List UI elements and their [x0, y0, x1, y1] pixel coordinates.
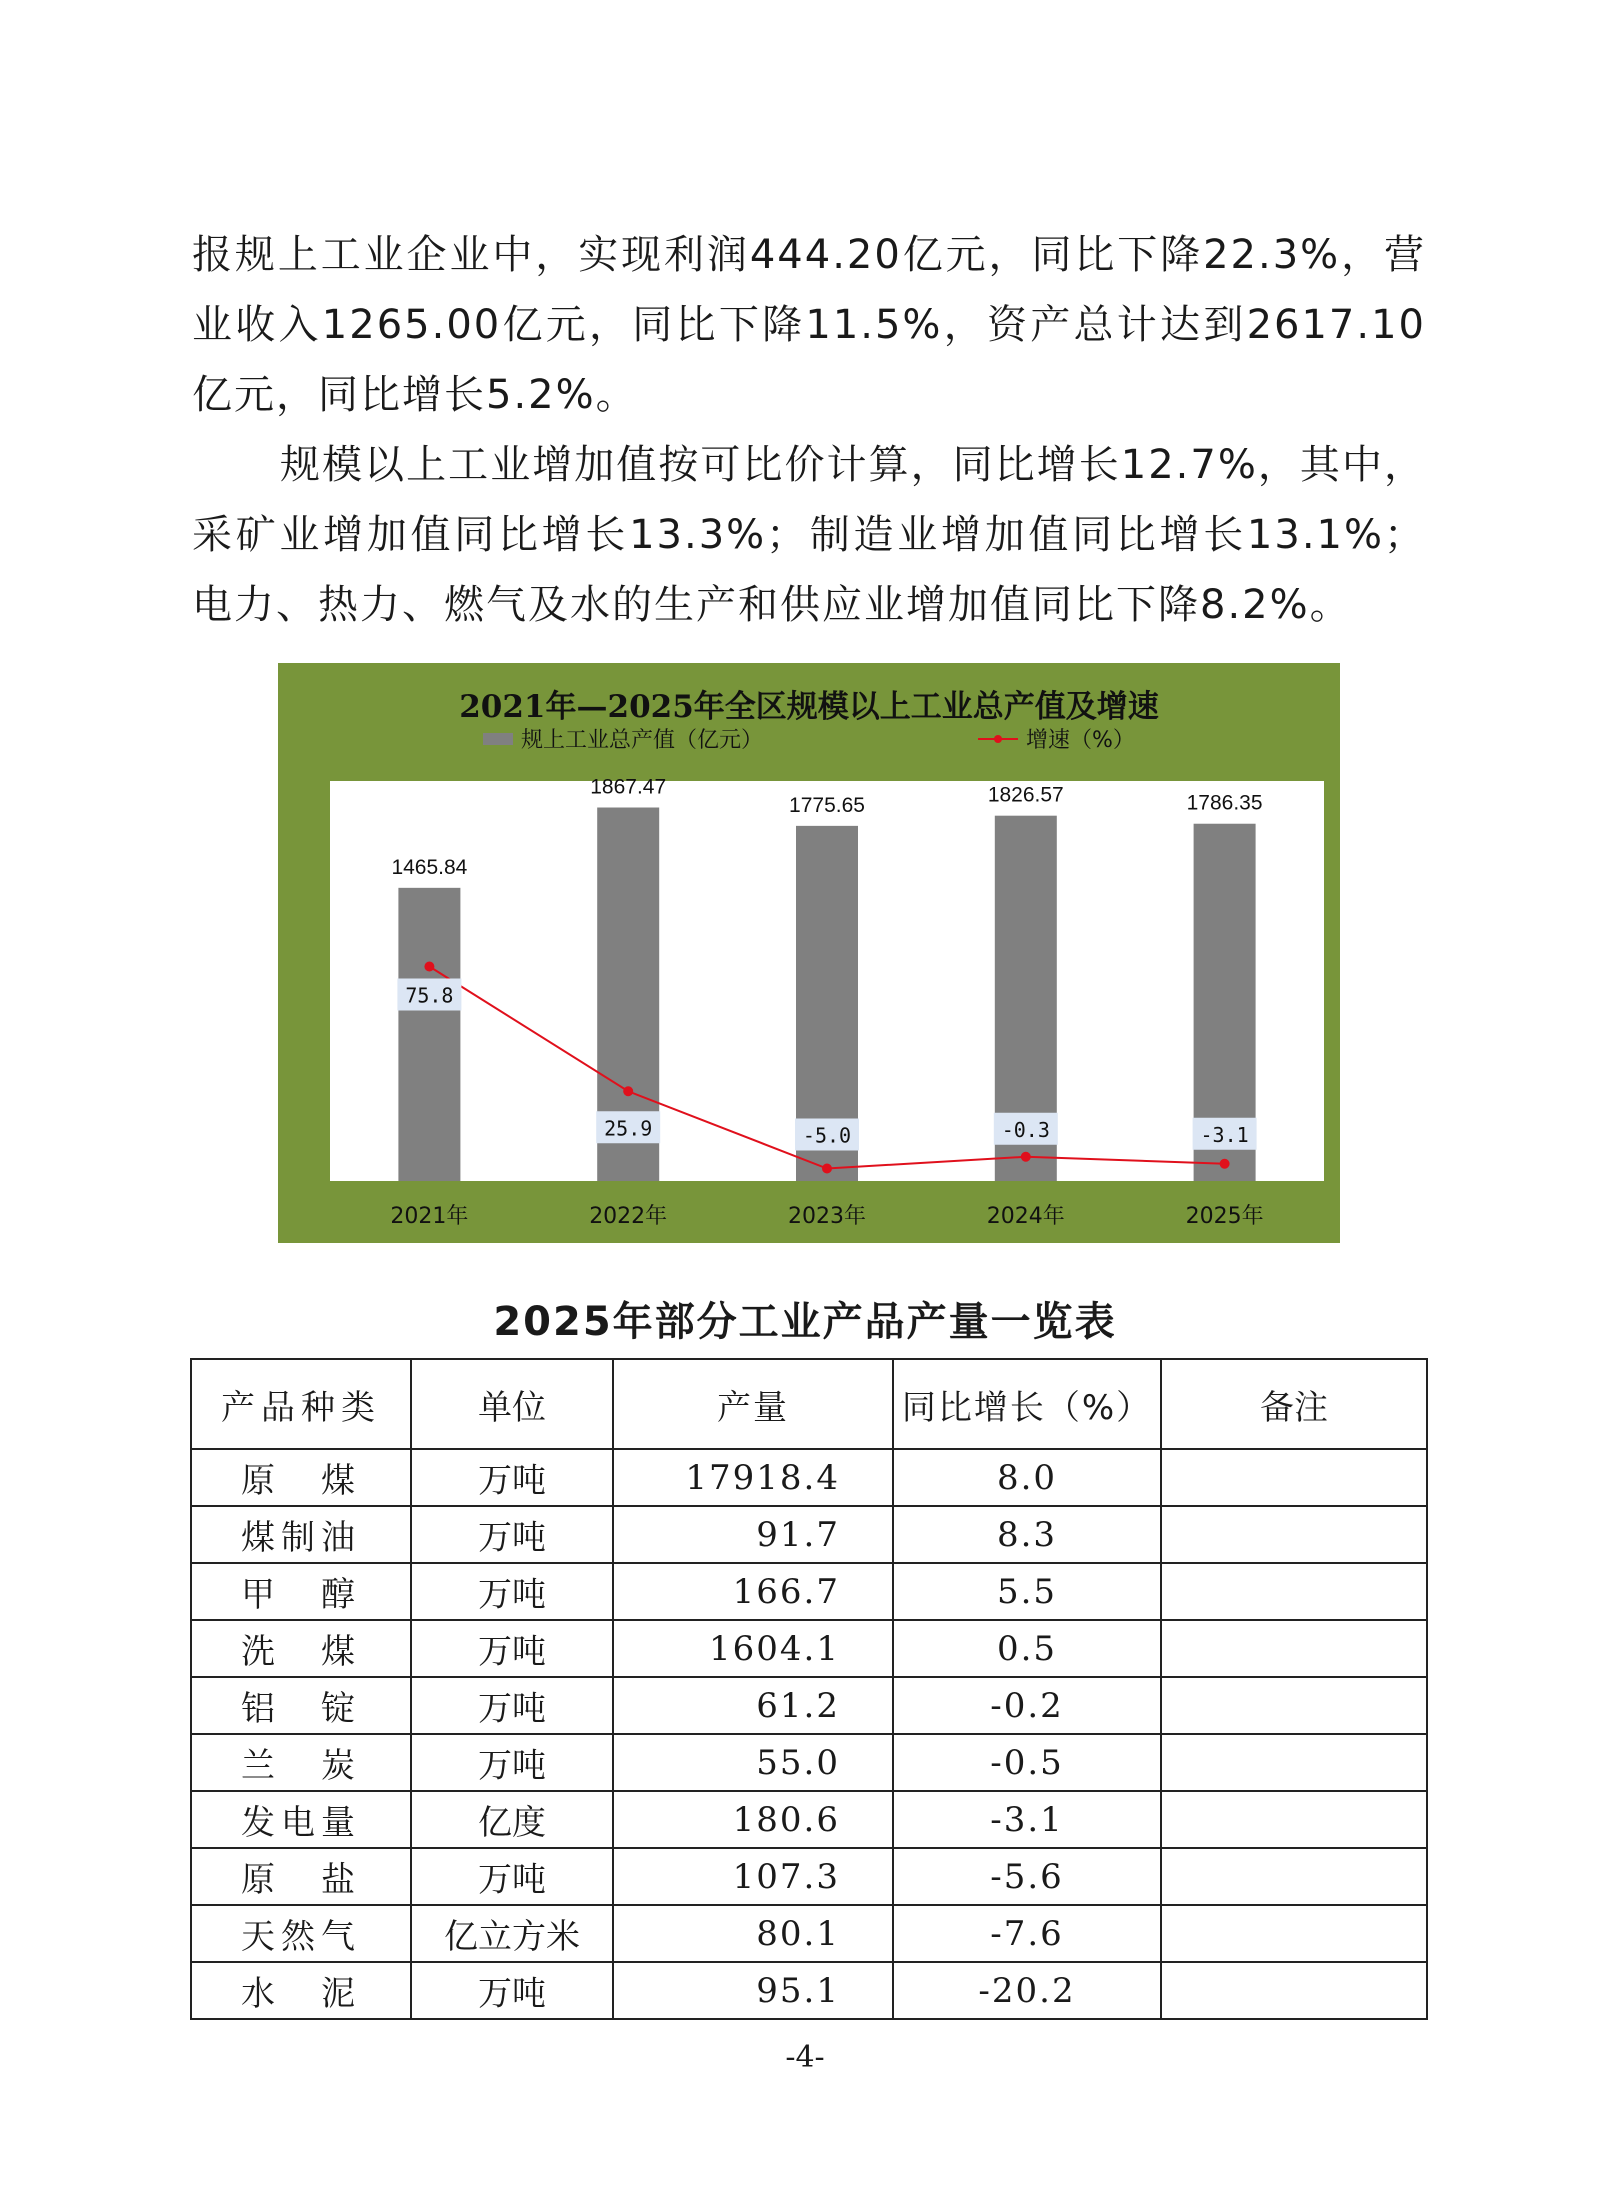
- cell-output: 91.7: [613, 1506, 893, 1563]
- table-row: [191, 1677, 1427, 1734]
- chart-plot: [278, 663, 1340, 1243]
- cell-output: 166.7: [613, 1563, 893, 1620]
- cell-growth: 8.3: [893, 1506, 1161, 1563]
- chart-title: 2021年—2025年全区规模以上工业总产值及增速: [459, 689, 1159, 725]
- cell-note: [1161, 1962, 1427, 2019]
- paragraph-value-added: 规模以上工业增加值按可比价计算，同比增长12.7%，其中，采矿业增加值同比增长13.3%；制造业增加值同比增长13.1%；电力、热力、燃气及水的生产和供应业增加值同比下降8.2%。: [192, 442, 1426, 628]
- cell-unit: 万吨: [411, 1563, 613, 1620]
- x-tick-label: 2023年: [788, 1204, 866, 1229]
- growth-point: [424, 962, 434, 972]
- x-tick-label: 2024年: [986, 1204, 1065, 1229]
- cell-product: 兰 炭: [191, 1734, 411, 1791]
- cell-note: [1161, 1791, 1427, 1848]
- cell-product: 发电量: [191, 1791, 411, 1848]
- cell-note: [1161, 1449, 1427, 1506]
- cell-note: [1161, 1734, 1427, 1791]
- growth-value-label: 25.9: [604, 1116, 653, 1141]
- header-output: 产量: [613, 1359, 893, 1449]
- cell-output: 80.1: [613, 1905, 893, 1962]
- cell-unit: 亿度: [411, 1791, 613, 1848]
- cell-unit: 万吨: [411, 1848, 613, 1905]
- products-table: [190, 1358, 1428, 2020]
- cell-product: 铝 锭: [191, 1677, 411, 1734]
- cell-output: 61.2: [613, 1677, 893, 1734]
- bar-value-label: 1867.47: [590, 775, 667, 799]
- cell-unit: 万吨: [411, 1962, 613, 2019]
- cell-product: 天然气: [191, 1905, 411, 1962]
- cell-unit: 万吨: [411, 1677, 613, 1734]
- growth-point: [1021, 1152, 1031, 1162]
- cell-growth: -3.1: [893, 1791, 1161, 1848]
- cell-note: [1161, 1506, 1427, 1563]
- bar: [398, 888, 460, 1181]
- cell-output: 17918.4: [613, 1449, 893, 1506]
- bar-value-label: 1786.35: [1186, 791, 1263, 815]
- cell-growth: -5.6: [893, 1848, 1161, 1905]
- cell-unit: 万吨: [411, 1506, 613, 1563]
- cell-product: 甲 醇: [191, 1563, 411, 1620]
- bar-value-label: 1465.84: [391, 855, 468, 879]
- growth-value-label: -0.3: [1001, 1117, 1050, 1142]
- x-tick-label: 2021年: [390, 1204, 469, 1229]
- table-title: 2025年部分工业产品产量一览表: [493, 1299, 1117, 1345]
- cell-note: [1161, 1905, 1427, 1962]
- cell-growth: -20.2: [893, 1962, 1161, 2019]
- growth-point: [822, 1164, 832, 1174]
- cell-output: 180.6: [613, 1791, 893, 1848]
- cell-growth: -0.5: [893, 1734, 1161, 1791]
- chart-container: [278, 663, 1340, 1243]
- header-unit: 单位: [411, 1359, 613, 1449]
- header-product: 产品种类: [191, 1359, 411, 1449]
- cell-unit: 万吨: [411, 1620, 613, 1677]
- header-notes: 备注: [1161, 1359, 1427, 1449]
- growth-value-label: -5.0: [802, 1123, 852, 1148]
- growth-point: [623, 1086, 633, 1096]
- legend-label-growth: 增速（%）: [1026, 728, 1135, 753]
- table-row: [191, 1962, 1427, 2019]
- growth-value-label: 75.8: [405, 983, 454, 1008]
- cell-output: 1604.1: [613, 1620, 893, 1677]
- paragraph-profits: 报规上工业企业中，实现利润444.20亿元，同比下降22.3%，营业收入1265.00亿元，同比下降11.5%，资产总计达到2617.10亿元，同比增长5.2%。: [192, 232, 1426, 418]
- cell-product: 水 泥: [191, 1962, 411, 2019]
- cell-growth: -7.6: [893, 1905, 1161, 1962]
- table-row: [191, 1449, 1427, 1506]
- cell-product: 原 盐: [191, 1848, 411, 1905]
- cell-growth: 8.0: [893, 1449, 1161, 1506]
- cell-note: [1161, 1848, 1427, 1905]
- cell-note: [1161, 1563, 1427, 1620]
- cell-growth: -0.2: [893, 1677, 1161, 1734]
- table-header-row: [191, 1359, 1427, 1449]
- table-row: [191, 1734, 1427, 1791]
- table-row: [191, 1848, 1427, 1905]
- cell-note: [1161, 1677, 1427, 1734]
- cell-growth: 0.5: [893, 1620, 1161, 1677]
- table-row: [191, 1791, 1427, 1848]
- bar-value-label: 1826.57: [987, 783, 1064, 807]
- cell-note: [1161, 1620, 1427, 1677]
- cell-unit: 亿立方米: [411, 1905, 613, 1962]
- cell-product: 洗 煤: [191, 1620, 411, 1677]
- bar-value-label: 1775.65: [789, 793, 865, 817]
- legend-label-output: 规上工业总产值（亿元）: [521, 728, 764, 753]
- cell-output: 95.1: [613, 1962, 893, 2019]
- cell-product: 煤制油: [191, 1506, 411, 1563]
- table-row: [191, 1905, 1427, 1962]
- cell-unit: 万吨: [411, 1734, 613, 1791]
- table-row: [191, 1506, 1427, 1563]
- cell-unit: 万吨: [411, 1449, 613, 1506]
- cell-product: 原 煤: [191, 1449, 411, 1506]
- cell-growth: 5.5: [893, 1563, 1161, 1620]
- growth-point: [1220, 1159, 1230, 1169]
- x-tick-label: 2022年: [589, 1204, 668, 1229]
- cell-output: 107.3: [613, 1848, 893, 1905]
- cell-output: 55.0: [613, 1734, 893, 1791]
- growth-value-label: -3.1: [1200, 1122, 1249, 1147]
- table-row: [191, 1620, 1427, 1677]
- page-number: -4-: [785, 2040, 825, 2075]
- header-growth: 同比增长（%）: [893, 1359, 1161, 1449]
- x-tick-label: 2025年: [1185, 1204, 1264, 1229]
- table-row: [191, 1563, 1427, 1620]
